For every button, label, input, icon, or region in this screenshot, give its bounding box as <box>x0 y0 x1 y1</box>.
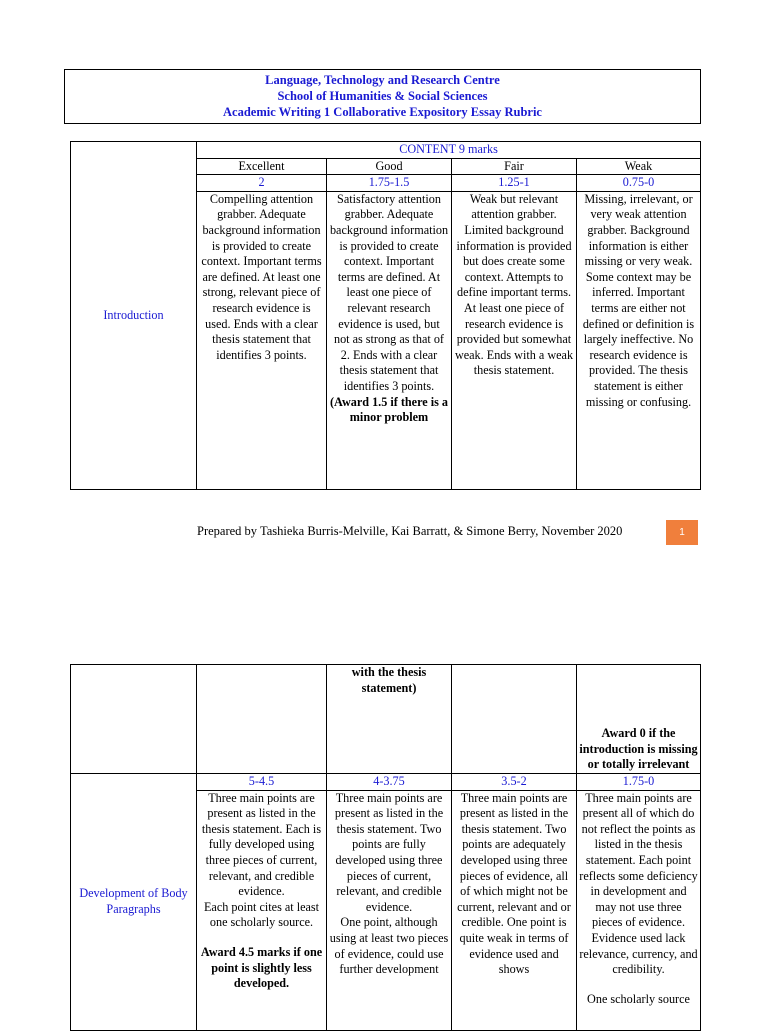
body-good-text: Three main points are present as listed in the thesis statement. Two points are fully developed using three pieces of current, relevant, and credible evidence. <box>334 790 444 914</box>
intro-good-award: (Award 1.5 if there is a minor problem <box>329 394 449 425</box>
level-fair: Fair <box>452 158 577 175</box>
intro-score-weak: 0.75-0 <box>577 175 701 192</box>
criterion-body-paragraphs: Development of Body Paragraphs <box>71 774 197 1031</box>
body-excellent-text: Three main points are present as listed in the thesis statement. Each is fully developed using three pieces of current, relevant, and credible evidence. <box>201 790 322 899</box>
body-desc-weak <box>577 790 701 1030</box>
intro-cont-weak: Award 0 if the introduction is missing or totally irrelevant <box>577 665 701 774</box>
content-rubric-table-page2 <box>70 664 701 1031</box>
rubric-header <box>64 69 701 124</box>
intro-good-text: Satisfactory attention grabber. Adequate background information is provided to create context. Important terms are defined. At least one piece of relevant research evidence is used, but not as strong as that of 2. Ends with a clear thesis statement that identifies 3 points. <box>329 191 449 393</box>
level-good: Good <box>327 158 452 175</box>
page-number-badge: 1 <box>666 520 698 545</box>
body-desc-fair: Three main points are present as listed in the thesis statement. Two points are adequately developed using three pieces of evidence, all of which might not be current, relevant and or credible. One point is quite weak in terms of evidence used and shows <box>452 790 577 1030</box>
intro-cont-good: with the thesis statement) <box>327 665 452 774</box>
level-weak: Weak <box>577 158 701 175</box>
criterion-introduction: Introduction <box>71 142 197 490</box>
body-excellent-citation: Each point cites at least one scholarly source. <box>203 899 320 930</box>
intro-score-excellent: 2 <box>197 175 327 192</box>
header-centre-name: Language, Technology and Research Centre <box>265 73 500 87</box>
header-rubric-title: Academic Writing 1 Collaborative Expository Essay Rubric <box>223 105 542 119</box>
body-score-weak: 1.75-0 <box>577 774 701 791</box>
content-rubric-table-page1 <box>70 141 701 490</box>
header-school-name: School of Humanities & Social Sciences <box>277 89 488 103</box>
body-weak-text: Three main points are present all of which do not reflect the points as listed in the thesis statement. Each point reflects some deficiency in development and may not use three pieces of evidence. Evidence used lack relevance, currency, and credibility. <box>579 790 698 977</box>
intro-cont-fair <box>452 665 577 774</box>
body-score-good: 4-3.75 <box>327 774 452 791</box>
intro-desc-good <box>327 191 452 489</box>
body-good-text-2: One point, although using at least two pieces of evidence, could use further development <box>329 915 449 977</box>
body-desc-excellent <box>197 790 327 1030</box>
intro-desc-weak: Missing, irrelevant, or very weak attention grabber. Background information is either missing or very weak. Some context may be inferred. Important terms are either not defined or definition is largely ineffective. No research evidence is provided. The thesis statement is either missing or confusing. <box>577 191 701 489</box>
intro-desc-excellent: Compelling attention grabber. Adequate background information is provided to create context. Important terms are defined. At least one strong, relevant piece of research evidence is used. Ends with a clear thesis statement that identifies 3 points. <box>197 191 327 489</box>
body-weak-text-2: One scholarly source <box>587 991 690 1006</box>
intro-desc-fair: Weak but relevant attention grabber. Limited background information is provided but does create some context. Attempts to define important terms. At least one piece of research evidence is provided but somewhat weak. Ends with a weak thesis statement. <box>452 191 577 489</box>
prepared-by-footer: Prepared by Tashieka Burris-Melville, Kai Barratt, & Simone Berry, November 2020 <box>197 524 623 538</box>
intro-score-good: 1.75-1.5 <box>327 175 452 192</box>
intro-cont-criterion <box>71 665 197 774</box>
level-excellent: Excellent <box>197 158 327 175</box>
body-desc-good <box>327 790 452 1030</box>
body-score-excellent: 5-4.5 <box>197 774 327 791</box>
content-heading: CONTENT 9 marks <box>197 142 701 159</box>
body-score-fair: 3.5-2 <box>452 774 577 791</box>
intro-cont-excellent <box>197 665 327 774</box>
intro-score-fair: 1.25-1 <box>452 175 577 192</box>
body-excellent-award: Award 4.5 marks if one point is slightly less developed. <box>200 944 323 991</box>
